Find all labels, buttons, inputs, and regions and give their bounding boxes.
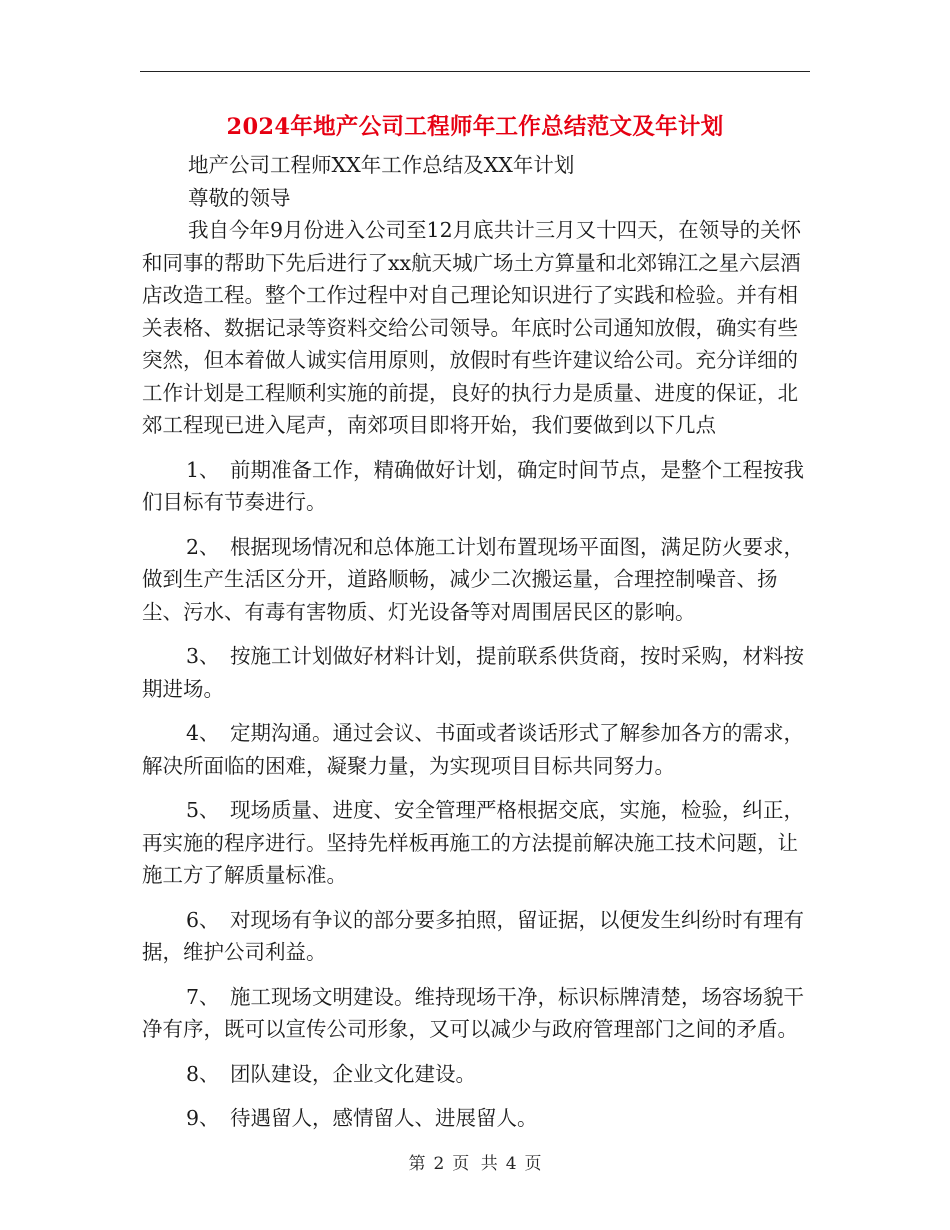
- list-item-number: 3、: [186, 644, 220, 668]
- document-title: 2024年地产公司工程师年工作总结范文及年计划: [226, 114, 724, 140]
- page-footer: [0, 1152, 950, 1176]
- header-rule: [140, 71, 810, 72]
- list-item-number: 4、: [186, 721, 220, 745]
- list-item: [142, 794, 810, 892]
- page-label-suffix: 页: [524, 1154, 542, 1174]
- page-label-mid: 页 共: [452, 1154, 498, 1174]
- list-item-text: 团队建设，企业文化建设。: [230, 1061, 476, 1086]
- page-label-prefix: 第: [408, 1154, 426, 1174]
- list-item-text: 待遇留人，感情留人、进展留人。: [230, 1106, 538, 1130]
- document-subtitle: 地产公司工程师XX年工作总结及XX年计划: [188, 153, 575, 177]
- list-item-number: 8、: [186, 1061, 220, 1086]
- list-item: [142, 454, 810, 519]
- list-item: [142, 904, 810, 969]
- intro-paragraph: 我自今年9月份进入公司至12月底共计三月又十四天，在领导的关怀和同事的帮助下先后进行了xx航天城广场土方算量和北郊锦江之星六层酒店改造工程。整个工作过程中对自己理论知识进行了实践和检验。并有相关表格、数据记录等资料交给公司领导。年底时公司通知放假，确实有些突然，但本着做人诚实信用原则，放假时有些许建议给公司。充分详细的工作计划是工程顺利实施的前提，良好的执行力是质量、进度的保证，北郊工程现已进入尾声，南郊项目即将开始，我们要做到以下几点: [142, 218, 802, 437]
- list-item-text: 对现场有争议的部分要多拍照，留证据，以便发生纠纷时有理有据，维护公司利益。: [142, 907, 804, 964]
- list-item: [142, 1058, 810, 1091]
- list-item-number: 2、: [186, 534, 220, 559]
- list-item-text: 现场质量、进度、安全管理严格根据交底，实施，检验，纠正，再实施的程序进行。坚持先样板再施工的方法提前解决施工技术问题，让施工方了解质量标准。: [142, 798, 804, 887]
- list-item: [142, 981, 810, 1046]
- list-item-number: 6、: [186, 907, 220, 932]
- list-item-number: 7、: [186, 984, 220, 1009]
- list-item-text: 施工现场文明建设。维持现场干净，标识标牌清楚，场容场貌干净有序，既可以宣传公司形象，又可以减少与政府管理部门之间的矛盾。: [142, 984, 804, 1041]
- list-item: [142, 717, 810, 782]
- list-item-number: 9、: [186, 1106, 220, 1130]
- list-item: [142, 640, 810, 705]
- current-page-number: 2: [433, 1154, 445, 1174]
- list-item-number: 1、: [186, 457, 220, 482]
- total-pages-number: 4: [505, 1154, 517, 1174]
- list-item-text: 根据现场情况和总体施工计划布置现场平面图，满足防火要求，做到生产生活区分开，道路顺畅，减少二次搬运量，合理控制噪音、扬尘、污水、有毒有害物质、灯光设备等对周围居民区的影响。: [142, 534, 804, 624]
- list-item-text: 按施工计划做好材料计划，提前联系供货商，按时采购，材料按期进场。: [142, 644, 804, 701]
- list-item-text: 前期准备工作，精确做好计划，确定时间节点，是整个工程按我们目标有节奏进行。: [142, 457, 804, 514]
- list-item-text: 定期沟通。通过会议、书面或者谈话形式了解参加各方的需求，解决所面临的困难，凝聚力量，为实现项目目标共同努力。: [142, 721, 804, 778]
- list-item: [142, 1102, 810, 1135]
- document-body: [142, 149, 810, 1135]
- list-item: [142, 531, 810, 629]
- list-item-number: 5、: [186, 798, 220, 822]
- salutation: 尊敬的领导: [188, 185, 291, 210]
